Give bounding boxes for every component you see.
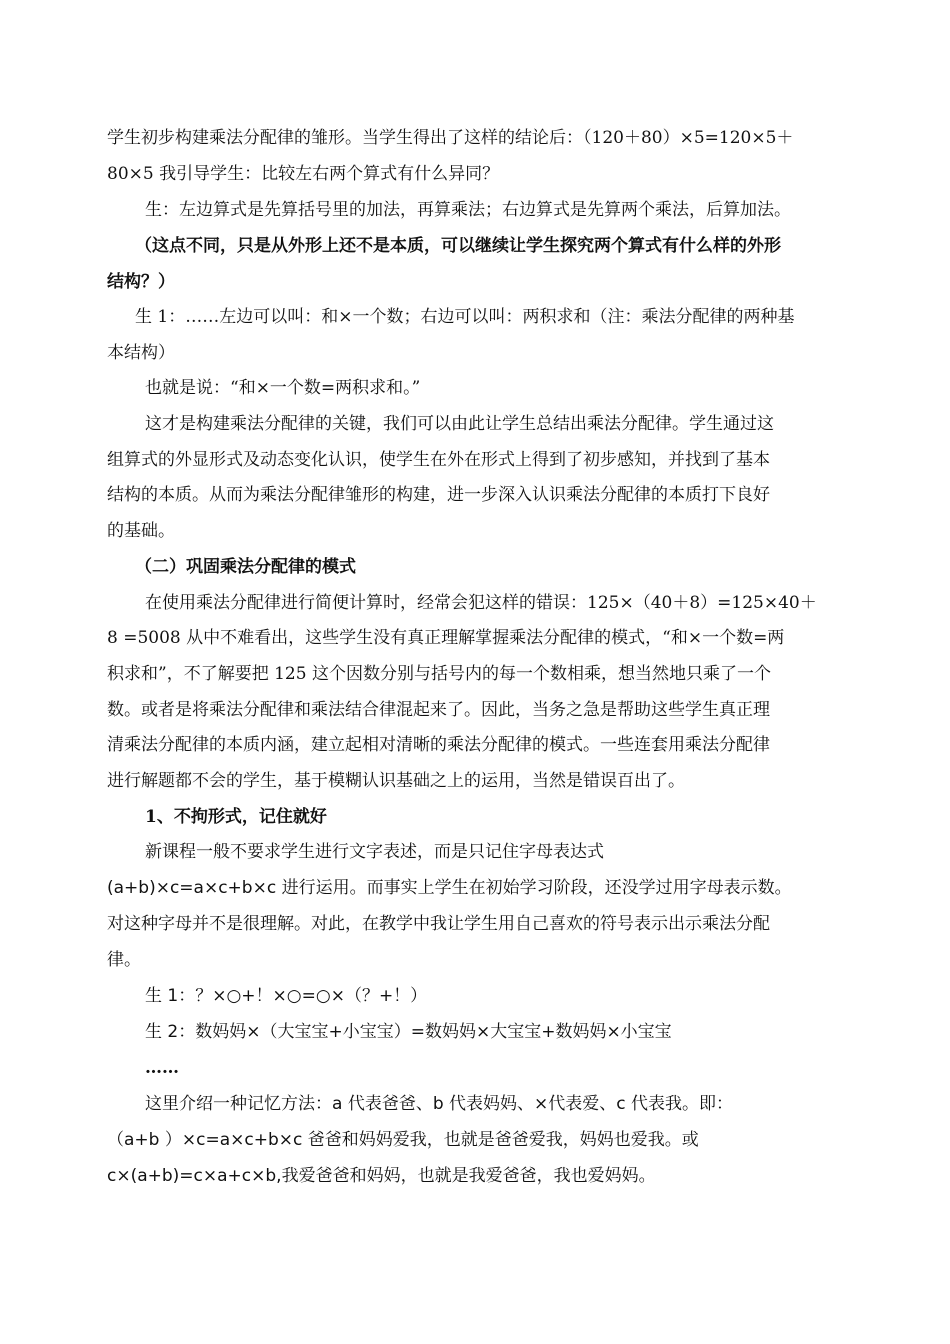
- bold-note-line: 结构？）: [107, 272, 175, 292]
- text-line: 本结构）: [107, 343, 175, 363]
- text-line: 清乘法分配律的本质内涵，建立起相对清晰的乘法分配律的模式。一些连套用乘法分配律: [107, 735, 770, 755]
- formula-line: (a+b)×c=a×c+b×c 进行运用。而事实上学生在初始学习阶段，还没学过用字母表示数。: [107, 878, 792, 898]
- text-line: 这里介绍一种记忆方法：a 代表爸爸、b 代表妈妈、×代表爱、c 代表我。即：: [145, 1094, 734, 1114]
- text-line: 的基础。: [107, 521, 175, 541]
- text-line: 生：左边算式是先算括号里的加法，再算乘法；右边算式是先算两个乘法，后算加法。: [145, 200, 791, 220]
- formula-line: （a+b ）×c=a×c+b×c 爸爸和妈妈爱我，也就是爸爸爱我，妈妈也爱我。或: [107, 1130, 699, 1150]
- text-line: 对这种字母并不是很理解。对此，在教学中我让学生用自己喜欢的符号表示出示乘法分配: [107, 914, 770, 934]
- text-line: 结构的本质。从而为乘法分配律雏形的构建，进一步深入认识乘法分配律的本质打下良好: [107, 485, 770, 505]
- text-line: 8 =5008 从中不难看出，这些学生没有真正理解掌握乘法分配律的模式，“和×一个数=两: [107, 628, 785, 648]
- text-line: 这才是构建乘法分配律的关键，我们可以由此让学生总结出乘法分配律。学生通过这: [145, 414, 774, 434]
- text-line: 进行解题都不会的学生，基于模糊认识基础之上的运用，当然是错误百出了。: [107, 771, 685, 791]
- subsection-heading: 1、不拘形式，记住就好: [145, 807, 327, 827]
- text-line: 也就是说：“和×一个数=两积求和。”: [145, 378, 421, 398]
- text-line: 学生初步构建乘法分配律的雏形。当学生得出了这样的结论后：（120＋80）×5=120×5＋: [107, 128, 794, 148]
- text-line: 新课程一般不要求学生进行文字表述，而是只记住字母表达式: [145, 842, 604, 862]
- text-line: 积求和”，不了解要把 125 这个因数分别与括号内的每一个数相乘，想当然地只乘了一个: [107, 664, 771, 684]
- ellipsis-line: ……: [145, 1058, 179, 1078]
- text-line: 律。: [107, 950, 141, 970]
- symbol-formula-line: 生 1：？×○+！×○=○×（？+！）: [145, 986, 428, 1006]
- text-line: 在使用乘法分配律进行简便计算时，经常会犯这样的错误：125×（40＋8）=125×40＋: [145, 593, 817, 613]
- bold-note-line: （这点不同，只是从外形上还不是本质，可以继续让学生探究两个算式有什么样的外形: [135, 236, 781, 256]
- formula-line: c×(a+b)=c×a+c×b,我爱爸爸和妈妈，也就是我爱爸爸，我也爱妈妈。: [107, 1166, 656, 1186]
- text-line: 80×5 我引导学生：比较左右两个算式有什么异同？: [107, 164, 500, 184]
- section-heading: （二）巩固乘法分配律的模式: [135, 557, 356, 577]
- text-line: 组算式的外显形式及动态变化认识，使学生在外在形式上得到了初步感知，并找到了基本: [107, 450, 770, 470]
- text-line: 数。或者是将乘法分配律和乘法结合律混起来了。因此，当务之急是帮助这些学生真正理: [107, 700, 770, 720]
- text-line: 生 1：……左边可以叫：和×一个数；右边可以叫：两积求和（注：乘法分配律的两种基: [135, 307, 795, 327]
- symbol-formula-line: 生 2：数妈妈×（大宝宝+小宝宝）=数妈妈×大宝宝+数妈妈×小宝宝: [145, 1022, 672, 1042]
